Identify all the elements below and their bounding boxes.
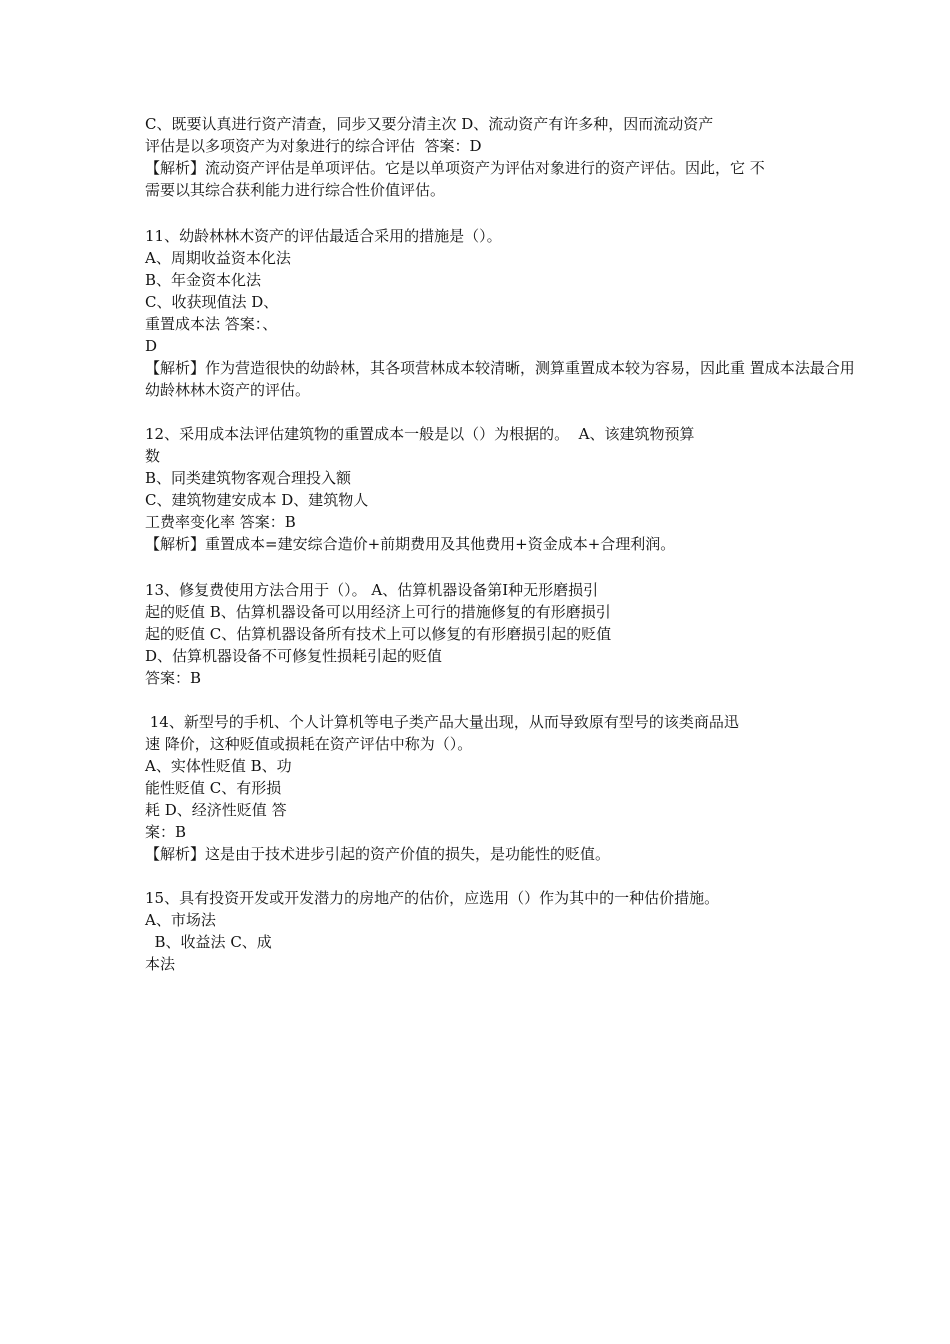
text-line: A、市场法: [145, 911, 216, 929]
text-line: D、估算机器设备不可修复性损耗引起的贬值: [145, 647, 443, 665]
text-line: 15、具有投资开发或开发潜力的房地产的估价，应选用（）作为其中的一种估价措施。: [145, 889, 720, 907]
text-line: B、同类建筑物客观合理投入额: [145, 469, 352, 487]
text-line: 案：B: [145, 823, 187, 841]
text-line: 答案：B: [145, 669, 202, 687]
text-line: C、收获现值法 D、: [145, 293, 279, 311]
text-line: 能性贬值 C、有形损: [145, 779, 282, 797]
text-line: 11、幼龄林林木资产的评估最适合采用的措施是（）。: [145, 227, 502, 245]
text-line: 【解析】重置成本=建安综合造价+前期费用及其他费用+资金成本+合理利润。: [145, 535, 676, 553]
text-line: 起的贬值 B、估算机器设备可以用经济上可行的措施修复的有形磨损引: [145, 603, 611, 621]
text-line: 幼龄林林木资产的评估。: [145, 381, 311, 399]
text-line: 工费率变化率 答案：B: [145, 513, 296, 531]
text-line: C、建筑物建安成本 D、建筑物人: [145, 491, 369, 509]
text-line: A、周期收益资本化法: [145, 249, 291, 267]
text-line: 速 降价，这种贬值或损耗在资产评估中称为（）。: [145, 735, 473, 753]
text-line: 【解析】作为营造很快的幼龄林，其各项营林成本较清晰，测算重置成本较为容易，因此重 置成本法最合用: [145, 359, 855, 377]
text-line: B、收益法 C、成: [145, 933, 272, 951]
text-line: 重置成本法 答案：、: [145, 315, 278, 333]
text-line: 12、采用成本法评估建筑物的重置成本一般是以（）为根据的。 A、该建筑物预算: [145, 425, 695, 443]
text-line: 评估是以多项资产为对象进行的综合评估 答案：D: [145, 137, 482, 155]
text-line: C、既要认真进行资产清查，同步又要分清主次 D、流动资产有许多种，因而流动资产: [145, 115, 714, 133]
text-line: 起的贬值 C、估算机器设备所有技术上可以修复的有形磨损引起的贬值: [145, 625, 612, 643]
text-line: 【解析】这是由于技术进步引起的资产价值的损失，是功能性的贬值。: [145, 845, 611, 863]
text-line: 需要以其综合获利能力进行综合性价值评估。: [145, 181, 446, 199]
text-line: D: [145, 337, 158, 355]
text-line: 13、修复费使用方法合用于（）。 A、估算机器设备第Ⅰ种无形磨损引: [145, 581, 599, 599]
text-line: 【解析】流动资产评估是单项评估。它是以单项资产为评估对象进行的资产评估。因此，它 不: [145, 159, 765, 177]
text-line: B、年金资本化法: [145, 271, 262, 289]
text-line: 耗 D、经济性贬值 答: [145, 801, 287, 819]
text-line: 本法: [145, 955, 176, 973]
text-line: 数: [145, 447, 161, 465]
text-line: 14、新型号的手机、个人计算机等电子类产品大量出现，从而导致原有型号的该类商品迅: [145, 713, 739, 731]
text-line: A、实体性贬值 B、功: [145, 757, 292, 775]
